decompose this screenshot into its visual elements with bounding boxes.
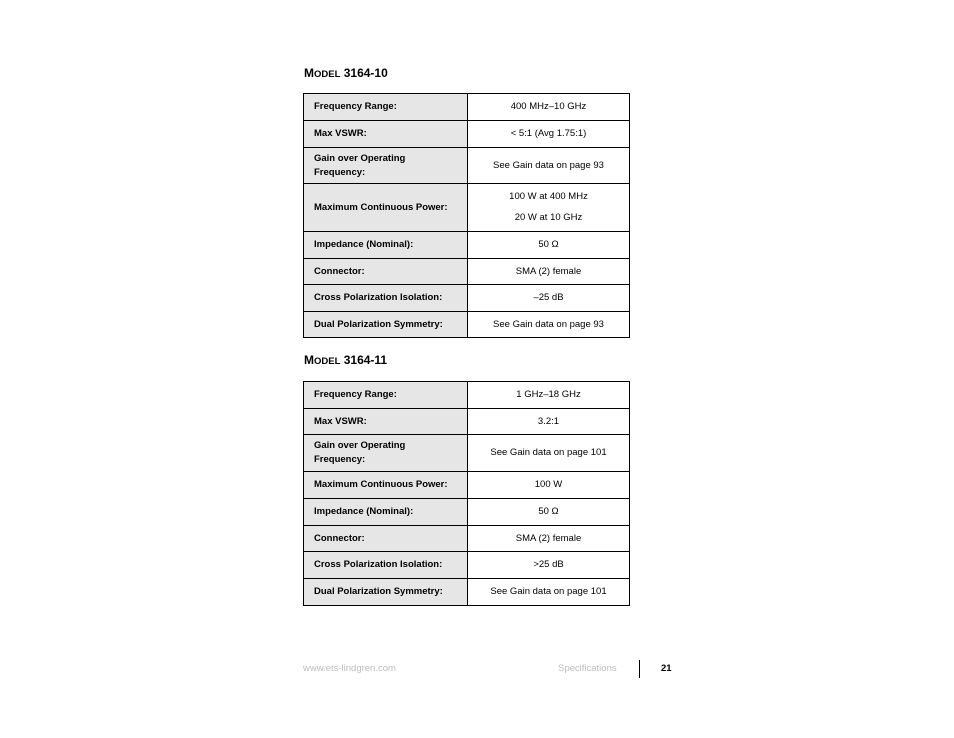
table-row (304, 472, 630, 499)
model-3164-11-spec-table (303, 381, 630, 606)
spec-value: SMA (2) female (468, 259, 630, 285)
footer-website: www.ets-lindgren.com (303, 663, 396, 674)
spec-value: –25 dB (468, 285, 630, 312)
spec-label: Max VSWR: (304, 121, 468, 148)
model-3164-10-spec-table (303, 93, 630, 338)
spec-value: 1 GHz–18 GHz (468, 382, 630, 409)
spec-value: 400 MHz–10 GHz (468, 94, 630, 121)
spec-value: < 5:1 (Avg 1.75:1) (468, 121, 630, 148)
table-row (304, 382, 630, 409)
table-row (304, 184, 630, 232)
spec-value-line: 20 W at 10 GHz (514, 212, 583, 223)
spec-label: Cross Polarization Isolation: (304, 285, 468, 312)
spec-label: Connector: (304, 259, 468, 285)
model-3164-10-heading: MODEL 3164-10 (304, 66, 388, 80)
spec-label: Maximum Continuous Power: (304, 184, 468, 232)
spec-label: Impedance (Nominal): (304, 232, 468, 259)
spec-value: 50 Ω (468, 232, 630, 259)
spec-value: 50 Ω (468, 499, 630, 526)
footer-divider (639, 660, 640, 678)
spec-label: Gain over Operating Frequency: (304, 148, 468, 184)
table-row (304, 499, 630, 526)
table-row (304, 121, 630, 148)
spec-label: Cross Polarization Isolation: (304, 552, 468, 579)
spec-label: Frequency Range: (304, 382, 468, 409)
table-row (304, 409, 630, 435)
table-row (304, 285, 630, 312)
table-row (304, 526, 630, 552)
table-row (304, 579, 630, 606)
spec-label: Max VSWR: (304, 409, 468, 435)
spec-label: Dual Polarization Symmetry: (304, 579, 468, 606)
spec-value: See Gain data on page 93 (468, 148, 630, 184)
footer-section: Specifications (558, 663, 617, 674)
spec-label: Maximum Continuous Power: (304, 472, 468, 499)
spec-value: 3.2:1 (468, 409, 630, 435)
table-row (304, 435, 630, 472)
table-row (304, 259, 630, 285)
spec-value: See Gain data on page 101 (468, 435, 630, 472)
spec-value: See Gain data on page 93 (468, 312, 630, 338)
spec-value: SMA (2) female (468, 526, 630, 552)
spec-label: Dual Polarization Symmetry: (304, 312, 468, 338)
table-row (304, 552, 630, 579)
table-row (304, 148, 630, 184)
spec-value: >25 dB (468, 552, 630, 579)
spec-value: See Gain data on page 101 (468, 579, 630, 606)
spec-label: Gain over Operating Frequency: (304, 435, 468, 472)
spec-label: Connector: (304, 526, 468, 552)
spec-value-multiline (468, 184, 630, 232)
spec-label: Impedance (Nominal): (304, 499, 468, 526)
spec-value: 100 W (468, 472, 630, 499)
model-3164-11-heading: MODEL 3164-11 (304, 353, 388, 367)
spec-value-line: 100 W at 400 MHz (509, 191, 588, 202)
table-row (304, 232, 630, 259)
page-number: 21 (661, 663, 672, 674)
table-row (304, 312, 630, 338)
table-row (304, 94, 630, 121)
spec-label: Frequency Range: (304, 94, 468, 121)
